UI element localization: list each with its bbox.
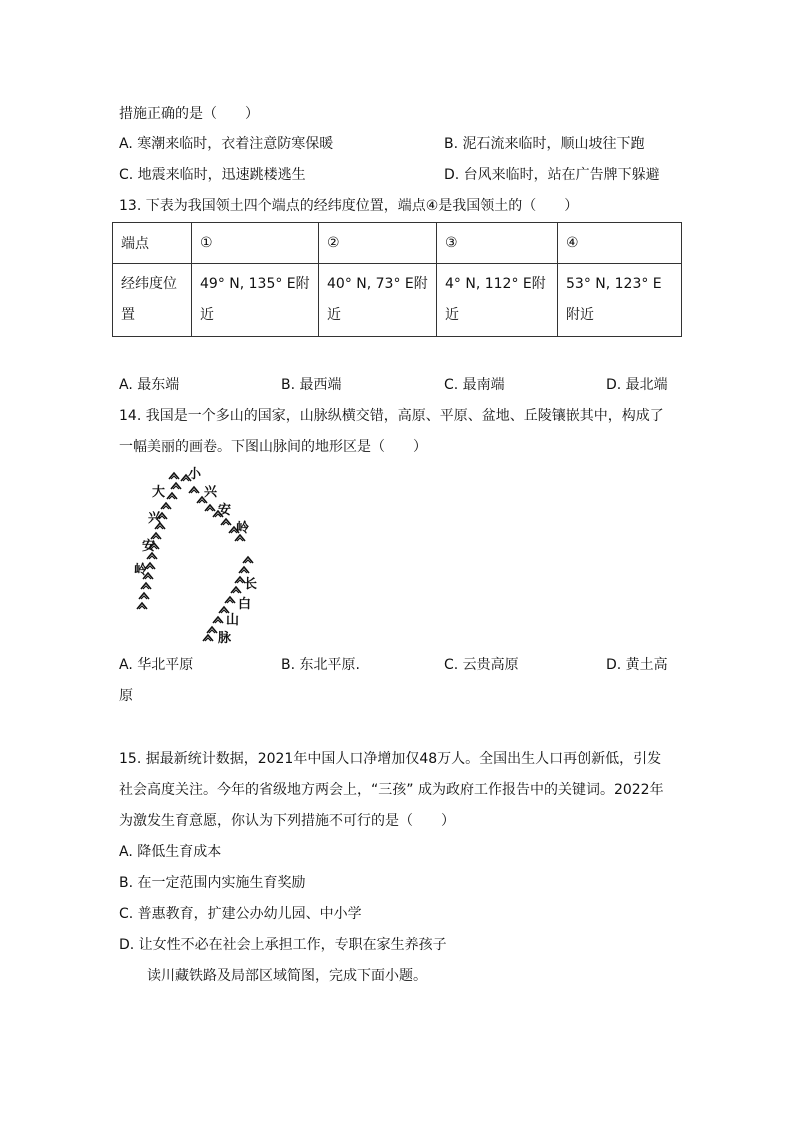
map-label: 岭: [134, 563, 148, 578]
q14-option-d: D. 黄土高: [606, 657, 668, 673]
table-cell: 4° N, 112° E附近: [437, 264, 558, 337]
map-label: 兴: [148, 511, 162, 526]
map-label: 安: [142, 539, 156, 554]
q12-option-a: A. 寒潮来临时，衣着注意防寒保暖: [119, 136, 334, 152]
q13-option-c: C. 最南端: [444, 377, 505, 393]
q13-option-a: A. 最东端: [119, 377, 180, 393]
map-label: 白: [238, 597, 252, 612]
table-cell: 40° N, 73° E附近: [319, 264, 437, 337]
q14-option-c: C. 云贵高原: [444, 657, 519, 673]
q14-option-a: A. 华北平原: [119, 657, 194, 673]
q14-option-d-wrap: 原: [119, 688, 133, 704]
q15-stem-line1: 15. 据最新统计数据，2021年中国人口净增加仅48万人。全国出生人口再创新低，引发: [119, 751, 662, 767]
map-label: 长: [244, 577, 258, 592]
table-cell: 49° N, 135° E附近: [192, 264, 319, 337]
map-label: 安: [218, 503, 232, 518]
table-header-cell: ④: [558, 223, 682, 264]
q12-option-c: C. 地震来临时，迅速跳楼逃生: [119, 167, 306, 183]
q12-option-d: D. 台风来临时，站在广告牌下躲避: [444, 167, 660, 183]
q15-option-a: A. 降低生育成本: [119, 844, 222, 860]
mountain-range-map: [128, 464, 278, 649]
table-cell: 53° N, 123° E附近: [558, 264, 682, 337]
q13-option-b: B. 最西端: [281, 377, 342, 393]
q15-option-c: C. 普惠教育，扩建公办幼儿园、中小学: [119, 906, 362, 922]
q14-option-b: B. 东北平原.: [281, 657, 360, 673]
table-header-cell: ①: [192, 223, 319, 264]
map-label: 山: [226, 613, 240, 628]
q15-stem-line2: 社会高度关注。今年的省级地方两会上，“三孩” 成为政府工作报告中的关键词。2022年: [119, 782, 664, 798]
map-label: 兴: [204, 485, 218, 500]
q14-stem-line2: 一幅美丽的画卷。下图山脉间的地形区是（ ）: [119, 439, 427, 455]
q15-option-d: D. 让女性不必在社会上承担工作，专职在家生养孩子: [119, 937, 447, 953]
map-label: 岭: [236, 521, 250, 536]
table-header-cell: ③: [437, 223, 558, 264]
q15-option-b: B. 在一定范围内实施生育奖励: [119, 875, 306, 891]
map-label: 脉: [218, 631, 232, 646]
map-label: 大: [152, 485, 166, 500]
q14-stem-line1: 14. 我国是一个多山的国家，山脉纵横交错，高原、平原、盆地、丘陵镶嵌其中，构成了: [119, 408, 664, 424]
table-header-cell: 端点: [113, 223, 192, 264]
table-header-cell: ②: [319, 223, 437, 264]
q15-stem-line3: 为激发生育意愿，你认为下列措施不可行的是（ ）: [119, 813, 455, 829]
q12-stem-tail: 措施正确的是（ ）: [119, 106, 259, 122]
table-row-label: 经纬度位置: [113, 264, 192, 337]
endpoint-table: [112, 222, 682, 337]
section-instruction: 读川藏铁路及局部区域简图，完成下面小题。: [147, 968, 427, 984]
q13-option-d: D. 最北端: [606, 377, 668, 393]
q12-option-b: B. 泥石流来临时，顺山坡往下跑: [444, 136, 645, 152]
map-label: 小: [188, 467, 202, 482]
q13-stem: 13. 下表为我国领土四个端点的经纬度位置，端点④是我国领土的（ ）: [119, 198, 579, 214]
